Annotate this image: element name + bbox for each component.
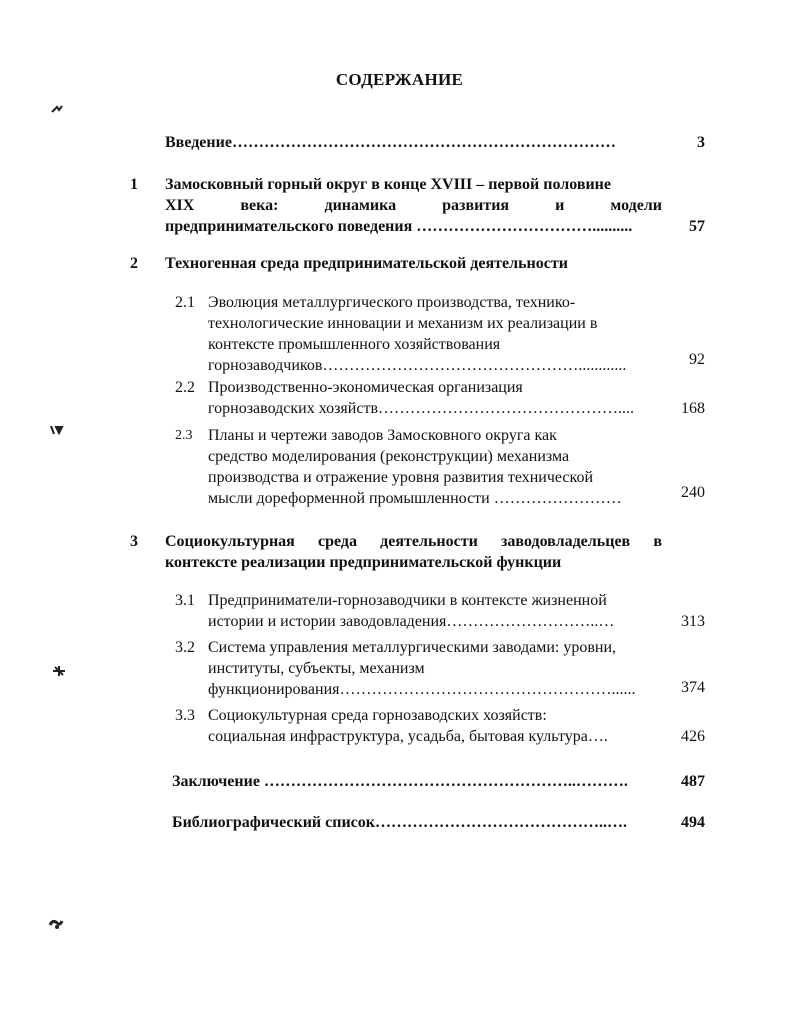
toc-line: Предприниматели-горнозаводчики в контексте жизненной <box>208 592 607 609</box>
toc-entry-chapter-1[interactable] <box>165 174 662 237</box>
toc-line: Замосковный горный округ в конце XVIII – первой половине <box>165 176 611 193</box>
scan-artifact-mark <box>50 424 64 441</box>
toc-entry-section-2-3[interactable] <box>208 425 663 509</box>
toc-line: предпринимательского поведения …………………………….......... <box>165 218 633 235</box>
toc-entry-section-3-2[interactable] <box>208 637 663 700</box>
toc-entry-bibliography[interactable] <box>172 812 662 833</box>
toc-page-number: 426 <box>681 728 705 745</box>
toc-line: контексте промышленного хозяйствования <box>208 336 501 353</box>
toc-line: Социокультурная среда деятельности заводовладельцев в <box>165 533 662 550</box>
page-title: СОДЕРЖАНИЕ <box>335 70 464 89</box>
chapter-number: 2 <box>130 255 138 272</box>
section-number: 2.2 <box>175 379 195 396</box>
toc-entry-chapter-3[interactable] <box>165 531 662 573</box>
toc-entry-introduction[interactable] <box>165 132 665 153</box>
toc-page-number: 3 <box>697 134 705 151</box>
toc-line: Социокультурная среда горнозаводских хозяйств: <box>208 707 547 724</box>
toc-entry-section-3-3[interactable] <box>208 705 663 747</box>
scan-blot-icon <box>48 917 64 931</box>
scan-blot-icon <box>50 424 64 436</box>
scan-blot-icon <box>50 103 64 117</box>
toc-line: социальная инфраструктура, усадьба, бытовая культура…. <box>208 728 608 745</box>
toc-line: контексте реализации предпринимательской функции <box>165 554 562 571</box>
section-number: 3.2 <box>175 639 195 656</box>
toc-label: Введение……………………………………………………………… <box>165 134 616 151</box>
toc-page-number: 487 <box>681 773 705 790</box>
toc-line: технологические инновации и механизм их реализации в <box>208 315 598 332</box>
toc-page-number: 92 <box>689 351 705 368</box>
toc-line: производства и отражение уровня развития технической <box>208 469 594 486</box>
scan-artifact-mark <box>48 917 64 936</box>
chapter-number: 3 <box>130 533 138 550</box>
toc-line: горнозаводчиков…………………………………………............ <box>208 357 627 374</box>
toc-page-number: 494 <box>681 814 705 831</box>
toc-page-number: 313 <box>681 613 705 630</box>
toc-line: Планы и чертежи заводов Замосковного округа как <box>208 427 557 444</box>
toc-entry-chapter-2[interactable]: Техногенная среда предпринимательской деятельности <box>165 255 568 272</box>
scan-blot-icon <box>52 665 66 677</box>
toc-line: средство моделирования (реконструкции) механизма <box>208 448 570 465</box>
toc-label: Заключение …………………………………………………..………. <box>172 773 628 790</box>
toc-page-number: 168 <box>681 400 705 417</box>
toc-line: Эволюция металлургического производства, технико- <box>208 294 576 311</box>
toc-entry-conclusion[interactable] <box>172 771 662 792</box>
scan-artifact-mark <box>50 103 64 122</box>
section-number: 3.1 <box>175 592 195 609</box>
toc-page-number: 240 <box>681 484 705 501</box>
toc-line: функционирования……………………………………………...... <box>208 681 636 698</box>
toc-line: XIX века: динамика развития и модели <box>165 197 662 214</box>
toc-line: истории и истории заводовладения………………………..… <box>208 613 615 630</box>
section-number: 3.3 <box>175 707 195 724</box>
toc-entry-section-3-1[interactable] <box>208 590 663 632</box>
toc-page-number: 57 <box>689 218 705 235</box>
toc-line: институты, субъекты, механизм <box>208 660 425 677</box>
toc-line: Система управления металлургическими заводами: уровни, <box>208 639 617 656</box>
toc-label: Библиографический список……………………………………..…. <box>172 814 627 831</box>
toc-entry-section-2-2[interactable] <box>208 377 663 419</box>
scan-artifact-mark <box>52 665 66 682</box>
toc-page-number: 374 <box>681 679 705 696</box>
toc-line: Производственно-экономическая организация <box>208 379 523 396</box>
toc-entry-section-2-1[interactable] <box>208 292 663 376</box>
chapter-number: 1 <box>130 176 138 193</box>
toc-line: мысли дореформенной промышленности …………………… <box>208 490 622 507</box>
toc-line: горнозаводских хозяйств……………………………………….... <box>208 400 634 417</box>
section-number: 2.1 <box>175 294 195 311</box>
section-number: 2.3 <box>175 428 193 443</box>
